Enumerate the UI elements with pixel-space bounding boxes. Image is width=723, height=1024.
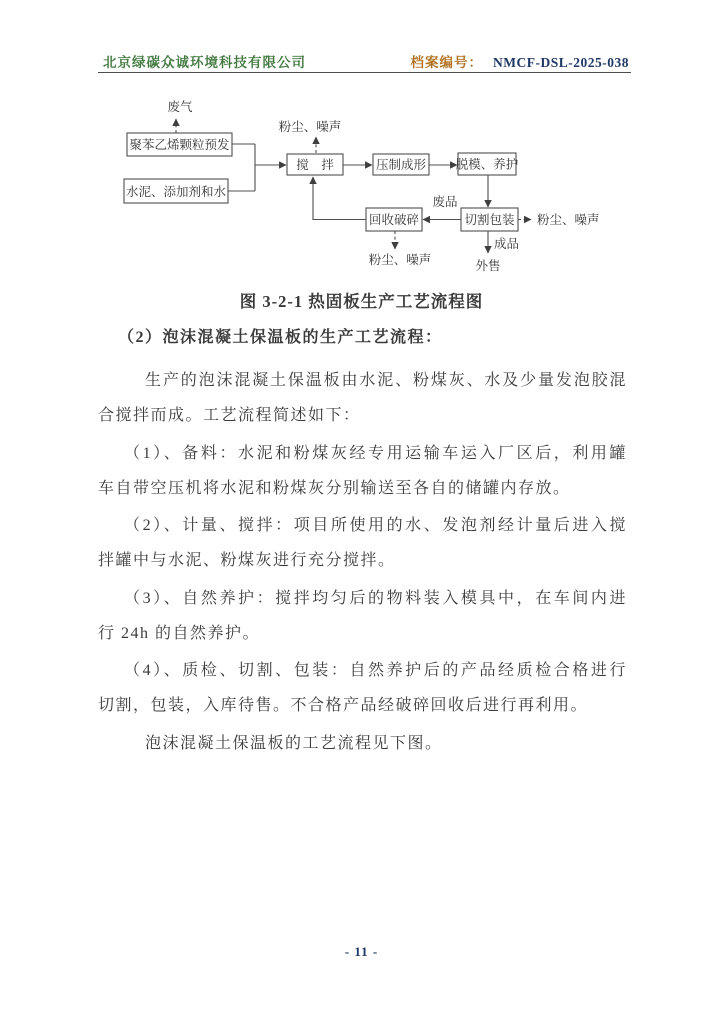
- paragraph: [98, 581, 627, 651]
- page-header: [98, 51, 629, 71]
- archive-number: NMCF-DSL-2025-038: [493, 55, 629, 70]
- paragraph: [98, 653, 627, 723]
- process-flowchart: [95, 88, 615, 283]
- page-number: - 11 -: [344, 944, 379, 959]
- paragraph: [98, 726, 627, 761]
- flow-box-cement-label: 水泥、添加剂和水: [125, 185, 227, 199]
- dust-noise-cut-label: 粉尘、噪声: [537, 213, 600, 227]
- paragraph-line: 合搅拌而成。工艺流程简述如下：: [98, 407, 361, 424]
- paragraph-line: （3）、自然养护：搅拌均匀后的物料装入模具中，在车间内进: [124, 589, 627, 607]
- flow-box-cut-label: 切割包装: [464, 213, 515, 227]
- paragraph-line: （2）、计量、搅拌：项目所使用的水、发泡剂经计量后进入搅: [124, 517, 627, 534]
- flow-box-press-label: 压制成形: [375, 158, 427, 172]
- dust-noise-mix-label: 粉尘、噪声: [278, 120, 342, 134]
- flow-box-demold-label: 脱模、养护: [455, 157, 519, 172]
- paragraph-line: 车自带空压机将水泥和粉煤灰分别输送至各自的储罐内存放。: [98, 479, 571, 497]
- archive-label: 档案编号：: [410, 55, 483, 70]
- paragraph: [98, 508, 627, 578]
- archive-block: [411, 51, 630, 71]
- company-name: 北京绿碳众诚环境科技有限公司: [103, 55, 306, 70]
- paragraph-line: 行 24h 的自然养护。: [98, 624, 261, 642]
- paragraph: [98, 436, 627, 506]
- flow-box-recycle-label: 回收破碎: [368, 213, 420, 227]
- dust-noise-recycle-label: 粉尘、噪声: [368, 253, 432, 267]
- paragraph-line: 泡沫混凝土保温板的工艺流程见下图。: [145, 734, 443, 752]
- arrow-recycle-to-mix: [313, 177, 366, 220]
- flow-box-pre-expand-label: 聚苯乙烯颗粒预发: [129, 138, 230, 152]
- paragraph-line: 生产的泡沫混凝土保温板由水泥、粉煤灰、水及少量发泡胶混: [145, 372, 627, 389]
- scrap-label: 废品: [432, 195, 458, 209]
- product-label: 成品: [494, 237, 520, 251]
- paragraph-line: 切割，包装，入库待售。不合格产品经破碎回收后进行再利用。: [98, 697, 589, 714]
- sale-label: 外售: [475, 259, 501, 273]
- body-text: [98, 363, 627, 763]
- paragraph-line: （4）、质检、切割、包装：自然养护后的产品经质检合格进行: [124, 662, 627, 679]
- paragraph-line: 拌罐中与水泥、粉煤灰进行充分搅拌。: [98, 552, 396, 569]
- header-rule: [98, 72, 631, 73]
- flow-box-mix-label: 搅 拌: [296, 158, 334, 172]
- section-heading: （2）泡沫混凝土保温板的生产工艺流程：: [118, 329, 443, 346]
- paragraph-line: （1）、备料：水泥和粉煤灰经专用运输车运入厂区后，利用罐: [124, 444, 627, 462]
- paragraph: [98, 363, 627, 433]
- figure-caption: 图 3-2-1 热固板生产工艺流程图: [239, 292, 484, 311]
- waste-gas-label: 废气: [167, 100, 193, 114]
